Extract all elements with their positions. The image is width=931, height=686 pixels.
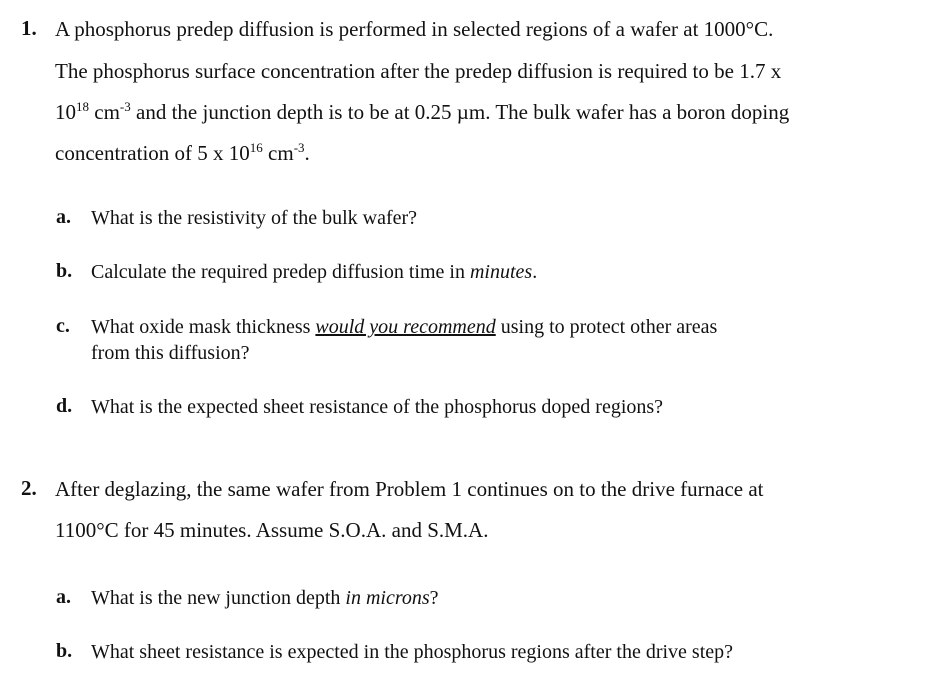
- problem-text-line: [55, 477, 764, 501]
- text-span: What sheet resistance is expected in the phosphorus regions after the drive step?: [91, 641, 734, 663]
- text-span: The phosphorus surface concentration after the predep diffusion is required to be 1.7 x: [55, 59, 782, 83]
- sub-part-text: [91, 314, 717, 340]
- text-span: What is the new junction depth: [91, 587, 346, 609]
- sub-part-letter: a.: [56, 206, 71, 228]
- text-span: and the junction depth is to be at 0.25 µm. The bulk wafer has a boron doping: [130, 100, 790, 124]
- underlined-italic-text: would you recommend: [315, 316, 496, 338]
- text-span: A phosphorus predep diffusion is performed in selected regions of a wafer at 1000°C.: [55, 17, 774, 41]
- text-span: cm: [89, 100, 120, 124]
- sub-part-text: [91, 259, 537, 285]
- sub-part-text: [91, 585, 439, 611]
- text-span: ?: [429, 587, 439, 609]
- italic-text: in microns: [345, 587, 430, 609]
- text-span: Calculate the required predep diffusion time in: [91, 261, 470, 283]
- text-span: What oxide mask thickness: [91, 316, 316, 338]
- sub-part-text: [91, 394, 663, 420]
- sub-part-text: [91, 205, 417, 231]
- sub-part-text-continued: [91, 340, 250, 366]
- italic-text: minutes: [469, 261, 533, 283]
- problem-text-line: [55, 100, 789, 124]
- text-span: cm: [262, 141, 294, 165]
- problem-number: 2.: [21, 476, 37, 500]
- text-span: .: [532, 261, 538, 283]
- problem-text-line: [55, 141, 310, 165]
- text-span: 1100°C for 45 minutes. Assume S.O.A. and S.M.A.: [55, 518, 489, 542]
- problem-text-line: [55, 59, 781, 83]
- sub-part-letter: a.: [56, 586, 71, 608]
- sub-part-letter: b.: [56, 640, 73, 662]
- text-span: After deglazing, the same wafer from Problem 1 continues on to the drive furnace at: [55, 477, 764, 501]
- text-span: .: [304, 141, 310, 165]
- text-span: What is the expected sheet resistance of the phosphorus doped regions?: [91, 396, 664, 418]
- text-span: using to protect other areas: [495, 316, 718, 338]
- text-span: concentration of 5 x 10: [55, 141, 250, 165]
- superscript: -3: [293, 140, 305, 155]
- sub-part-letter: d.: [56, 395, 73, 417]
- problem-number: 1.: [21, 16, 37, 40]
- text-span: from this diffusion?: [91, 342, 250, 364]
- sub-part-letter: b.: [56, 260, 73, 282]
- sub-part-letter: c.: [56, 315, 70, 337]
- superscript: 16: [249, 140, 263, 155]
- superscript: -3: [119, 99, 131, 114]
- sub-part-text: [91, 639, 733, 665]
- text-span: What is the resistivity of the bulk wafer?: [91, 207, 418, 229]
- problem-text-line: [55, 518, 488, 542]
- problem-text-line: [55, 17, 773, 41]
- text-span: 10: [55, 100, 76, 124]
- superscript: 18: [76, 99, 90, 114]
